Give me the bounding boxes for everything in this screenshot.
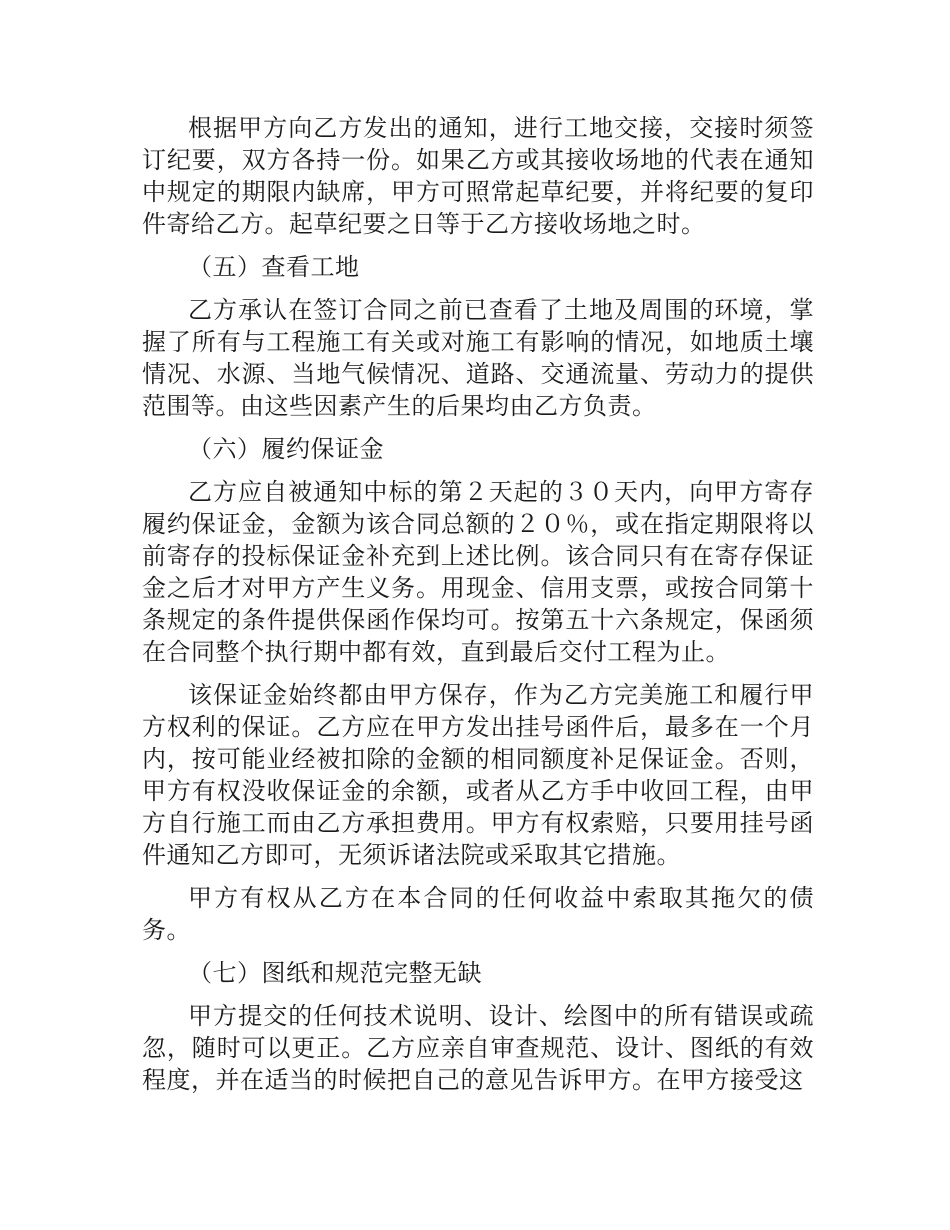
- section-heading-6: （六）履约保证金: [188, 435, 384, 463]
- paragraph-debt-recovery: 甲方有权从乙方在本合同的任何收益中索取其拖欠的债务。: [142, 884, 814, 944]
- section-heading-7: （七）图纸和规范完整无缺: [188, 959, 482, 987]
- paragraph-site-handover: 根据甲方向乙方发出的通知，进行工地交接，交接时须签订纪要，双方各持一份。如果乙方或其接收场地的代表在通知中规定的期限内缺席，甲方可照常起草纪要，并将纪要的复印件寄给乙方。起草纪要之日等于乙方接收场地之时。: [142, 114, 814, 238]
- document-body: [142, 112, 814, 1107]
- section-heading-5: （五）查看工地: [188, 253, 360, 281]
- paragraph-performance-bond: 乙方应自被通知中标的第２天起的３０天内，向甲方寄存履约保证金，金额为该合同总额的２０％，或在指定期限将以前寄存的投标保证金补充到上述比例。该合同只有在寄存保证金之后才对甲方产生义务。用现金、信用支票，或按合同第十条规定的条件提供保函作保均可。按第五十六条规定，保函须在合同整个执行期中都有效，直到最后交付工程为止。: [142, 478, 814, 666]
- paragraph-bond-retention: 该保证金始终都由甲方保存，作为乙方完美施工和履行甲方权利的保证。乙方应在甲方发出挂号函件后，最多在一个月内，按可能业经被扣除的金额的相同额度补足保证金。否则，甲方有权没收保证金的余额，或者从乙方手中收回工程，由甲方自行施工而由乙方承担费用。甲方有权索赔，只要用挂号函件通知乙方即可，无须诉诸法院或采取其它措施。: [142, 681, 814, 869]
- paragraph-drawings-corrections: 甲方提交的任何技术说明、设计、绘图中的所有错误或疏忽，随时可以更正。乙方应亲自审查规范、设计、图纸的有效程度，并在适当的时候把自己的意见告诉甲方。在甲方接受这: [142, 1002, 814, 1094]
- paragraph-site-inspection: 乙方承认在签订合同之前已查看了土地及周围的环境，掌握了所有与工程施工有关或对施工有影响的情况，如地质土壤情况、水源、当地气候情况、道路、交通流量、劳动力的提供范围等。由这些因素产生的后果均由乙方负责。: [142, 296, 814, 420]
